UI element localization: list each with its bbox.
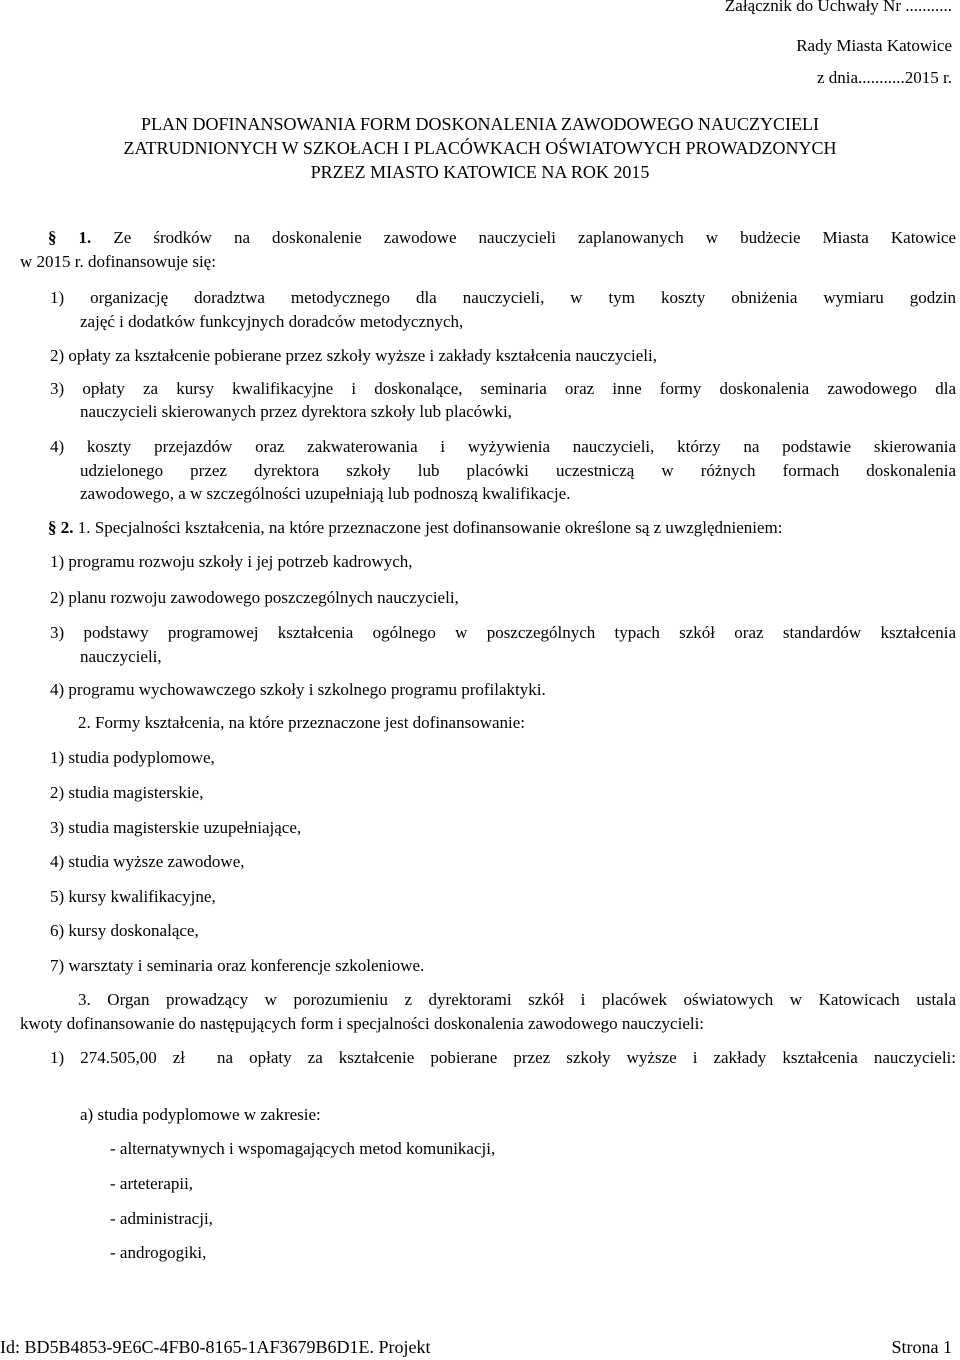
- document-title: [0, 112, 960, 184]
- form-item-6: 6) kursy doskonalące,: [50, 921, 199, 940]
- s2-p1-item-3-line-1: 3) podstawy programowej kształcenia ogólnego w poszczególnych typach szkół oraz standardów kształcenia: [50, 623, 956, 642]
- form-item-5: 5) kursy kwalifikacyjne,: [50, 887, 216, 906]
- section-2-mark: § 2.: [48, 518, 74, 537]
- title-line-2: ZATRUDNIONYCH W SZKOŁACH I PLACÓWKACH OŚWIATOWYCH PROWADZONYCH: [123, 138, 837, 158]
- section-1-mark: § 1.: [48, 228, 92, 247]
- section-1-intro: [48, 226, 956, 249]
- section-1-line-1: Ze środków na doskonalenie zawodowe nauczycieli zaplanowanych w budżecie Miasta Katowice: [113, 228, 957, 247]
- s2-p1-item-1: 1) programu rozwoju szkoły i jej potrzeb kadrowych,: [50, 552, 413, 571]
- section-2-p2: 2. Formy kształcenia, na które przeznaczone jest dofinansowanie:: [78, 713, 526, 732]
- document-id: Id: BD5B4853-9E6C-4FB0-8165-1AF3679B6D1E. Projekt: [0, 1337, 431, 1357]
- sub-item-4: - androgogiki,: [110, 1243, 207, 1262]
- sub-item-1: - alternatywnych i wspomagających metod komunikacji,: [110, 1139, 496, 1158]
- form-item-4: 4) studia wyższe zawodowe,: [50, 852, 245, 871]
- sub-item-2: - arteterapii,: [110, 1174, 194, 1193]
- form-item-2: 2) studia magisterskie,: [50, 783, 204, 802]
- council-line: Rady Miasta Katowice: [796, 36, 952, 55]
- s1-item-1-line-2: zajęć i dodatków funkcyjnych doradców metodycznych,: [80, 312, 464, 331]
- section-2-p3-line-1: 3. Organ prowadzący w porozumieniu z dyrektorami szkół i placówek oświatowych w Katowicach ustala: [78, 990, 956, 1009]
- s1-item-4-line-2: udzielonego przez dyrektora szkoły lub placówki uczestniczą w różnych formach doskonalenia: [80, 461, 956, 480]
- s1-item-4-line-3: zawodowego, a w szczególności uzupełniają lub podnoszą kwalifikacje.: [80, 484, 571, 503]
- s2-p1-item-2: 2) planu rozwoju zawodowego poszczególnych nauczycieli,: [50, 588, 459, 607]
- s1-item-3-line-2: nauczycieli skierowanych przez dyrektora szkoły lub placówki,: [80, 402, 512, 421]
- section-1-line-2: w 2015 r. dofinansowuje się:: [20, 252, 216, 271]
- page-footer: [0, 1336, 960, 1360]
- sub-item-3: - administracji,: [110, 1209, 213, 1228]
- section-2-p3-line-2: kwoty dofinansowanie do następujących form i specjalności doskonalenia zawodowego nauczycieli:: [20, 1014, 705, 1033]
- form-item-7: 7) warsztaty i seminaria oraz konferencje szkoleniowe.: [50, 956, 425, 975]
- form-item-1: 1) studia podyplomowe,: [50, 748, 215, 767]
- title-line-3: PRZEZ MIASTO KATOWICE NA ROK 2015: [310, 162, 650, 182]
- attachment-line: Załącznik do Uchwały Nr ...........: [724, 0, 952, 15]
- s1-item-2: 2) opłaty za kształcenie pobierane przez szkoły wyższe i zakłady kształcenia nauczycieli,: [50, 346, 657, 365]
- s2-p1-item-3-line-2: nauczycieli,: [80, 647, 162, 666]
- s1-item-4-line-1: 4) koszty przejazdów oraz zakwaterowania i wyżywienia nauczycieli, którzy na podstawie skierowania: [50, 437, 956, 456]
- s2-p1-item-4: 4) programu wychowawczego szkoły i szkolnego programu profilaktyki.: [50, 680, 546, 699]
- s1-item-3-line-1: 3) opłaty za kursy kwalifikacyjne i doskonalące, seminaria oraz inne formy doskonalenia zawodowego dla: [50, 379, 956, 398]
- date-line: z dnia...........2015 r.: [816, 68, 952, 87]
- section-2-heading: [48, 516, 783, 539]
- page-number: Strona 1: [891, 1337, 952, 1357]
- title-line-1: PLAN DOFINANSOWANIA FORM DOSKONALENIA ZAWODOWEGO NAUCZYCIELI: [140, 114, 820, 134]
- s1-item-1-line-1: 1) organizację doradztwa metodycznego dla nauczycieli, w tym koszty obniżenia wymiaru godzin: [50, 288, 956, 307]
- form-item-3: 3) studia magisterskie uzupełniające,: [50, 818, 302, 837]
- amount-item-1: 1) 274.505,00 zł na opłaty za kształcenie pobierane przez szkoły wyższe i zakłady kształcenia nauczycieli:: [50, 1048, 956, 1067]
- section-2-p1: 1. Specjalności kształcenia, na które przeznaczone jest dofinansowanie określone są z uwzględnieniem:: [77, 518, 783, 537]
- sub-a-heading: a) studia podyplomowe w zakresie:: [80, 1105, 321, 1124]
